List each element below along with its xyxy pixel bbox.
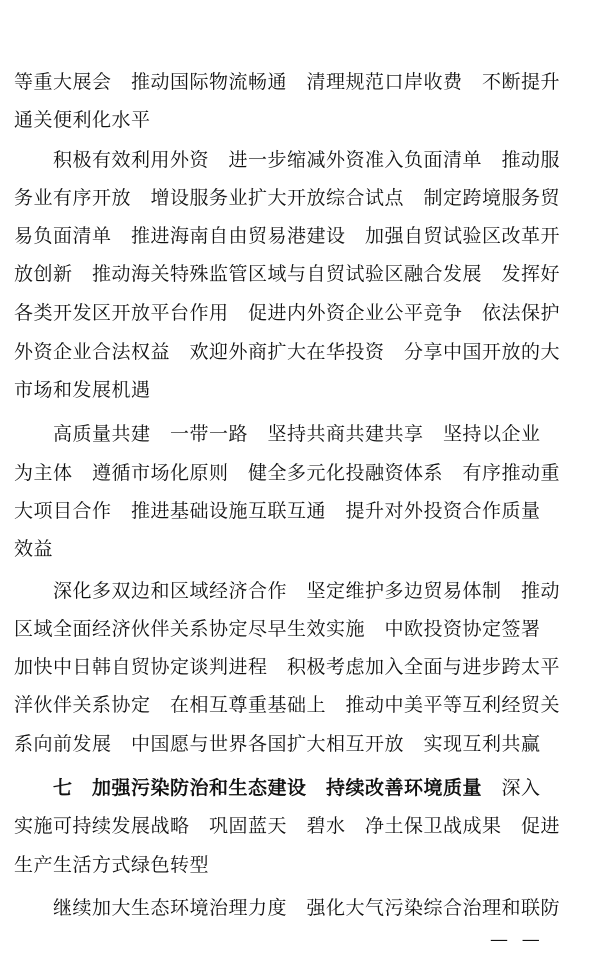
text-line: 效益 xyxy=(14,538,54,560)
section-heading-line xyxy=(14,773,598,803)
text-line: 为主体 遵循市场化原则 健全多元化投融资体系 有序推动重 xyxy=(14,462,561,484)
heading-tail: 深入 xyxy=(482,777,541,799)
text-line: 等重大展会 推动国际物流畅通 清理规范口岸收费 不断提升 xyxy=(14,71,561,93)
page-number: — — xyxy=(490,929,544,950)
text-line: 实施可持续发展战略 巩固蓝天 碧水 净土保卫战成果 促进 xyxy=(14,815,561,837)
text-line: 通关便利化水平 xyxy=(14,109,151,131)
text-line: 洋伙伴关系协定 在相互尊重基础上 推动中美平等互利经贸关 xyxy=(14,694,561,716)
text-line: 深化多双边和区域经济合作 坚定维护多边贸易体制 推动 xyxy=(14,580,561,602)
text-line: 易负面清单 推进海南自由贸易港建设 加强自贸试验区改革开 xyxy=(14,225,561,247)
text-line: 市场和发展机遇 xyxy=(14,379,151,401)
text-line: 区域全面经济伙伴关系协定尽早生效实施 中欧投资协定签署 xyxy=(14,618,541,640)
text-line: 继续加大生态环境治理力度 强化大气污染综合治理和联防 xyxy=(14,897,561,919)
text-line: 外资企业合法权益 欢迎外商扩大在华投资 分享中国开放的大 xyxy=(14,341,561,363)
text-line: 加快中日韩自贸协定谈判进程 积极考虑加入全面与进步跨太平 xyxy=(14,656,561,678)
text-line: 放创新 推动海关特殊监管区域与自贸试验区融合发展 发挥好 xyxy=(14,263,561,285)
text-line: 务业有序开放 增设服务业扩大开放综合试点 制定跨境服务贸 xyxy=(14,187,561,209)
text-line: 高质量共建 一带一路 坚持共商共建共享 坚持以企业 xyxy=(14,423,541,445)
text-line: 系向前发展 中国愿与世界各国扩大相互开放 实现互利共赢 xyxy=(14,733,541,755)
text-line: 生产生活方式绿色转型 xyxy=(14,854,210,876)
section-heading: 七 加强污染防治和生态建设 持续改善环境质量 xyxy=(14,777,483,799)
text-line: 各类开发区开放平台作用 促进内外资企业公平竞争 依法保护 xyxy=(14,302,561,324)
text-line: 积极有效利用外资 进一步缩减外资准入负面清单 推动服 xyxy=(14,149,561,171)
text-line: 大项目合作 推进基础设施互联互通 提升对外投资合作质量 xyxy=(14,500,541,522)
